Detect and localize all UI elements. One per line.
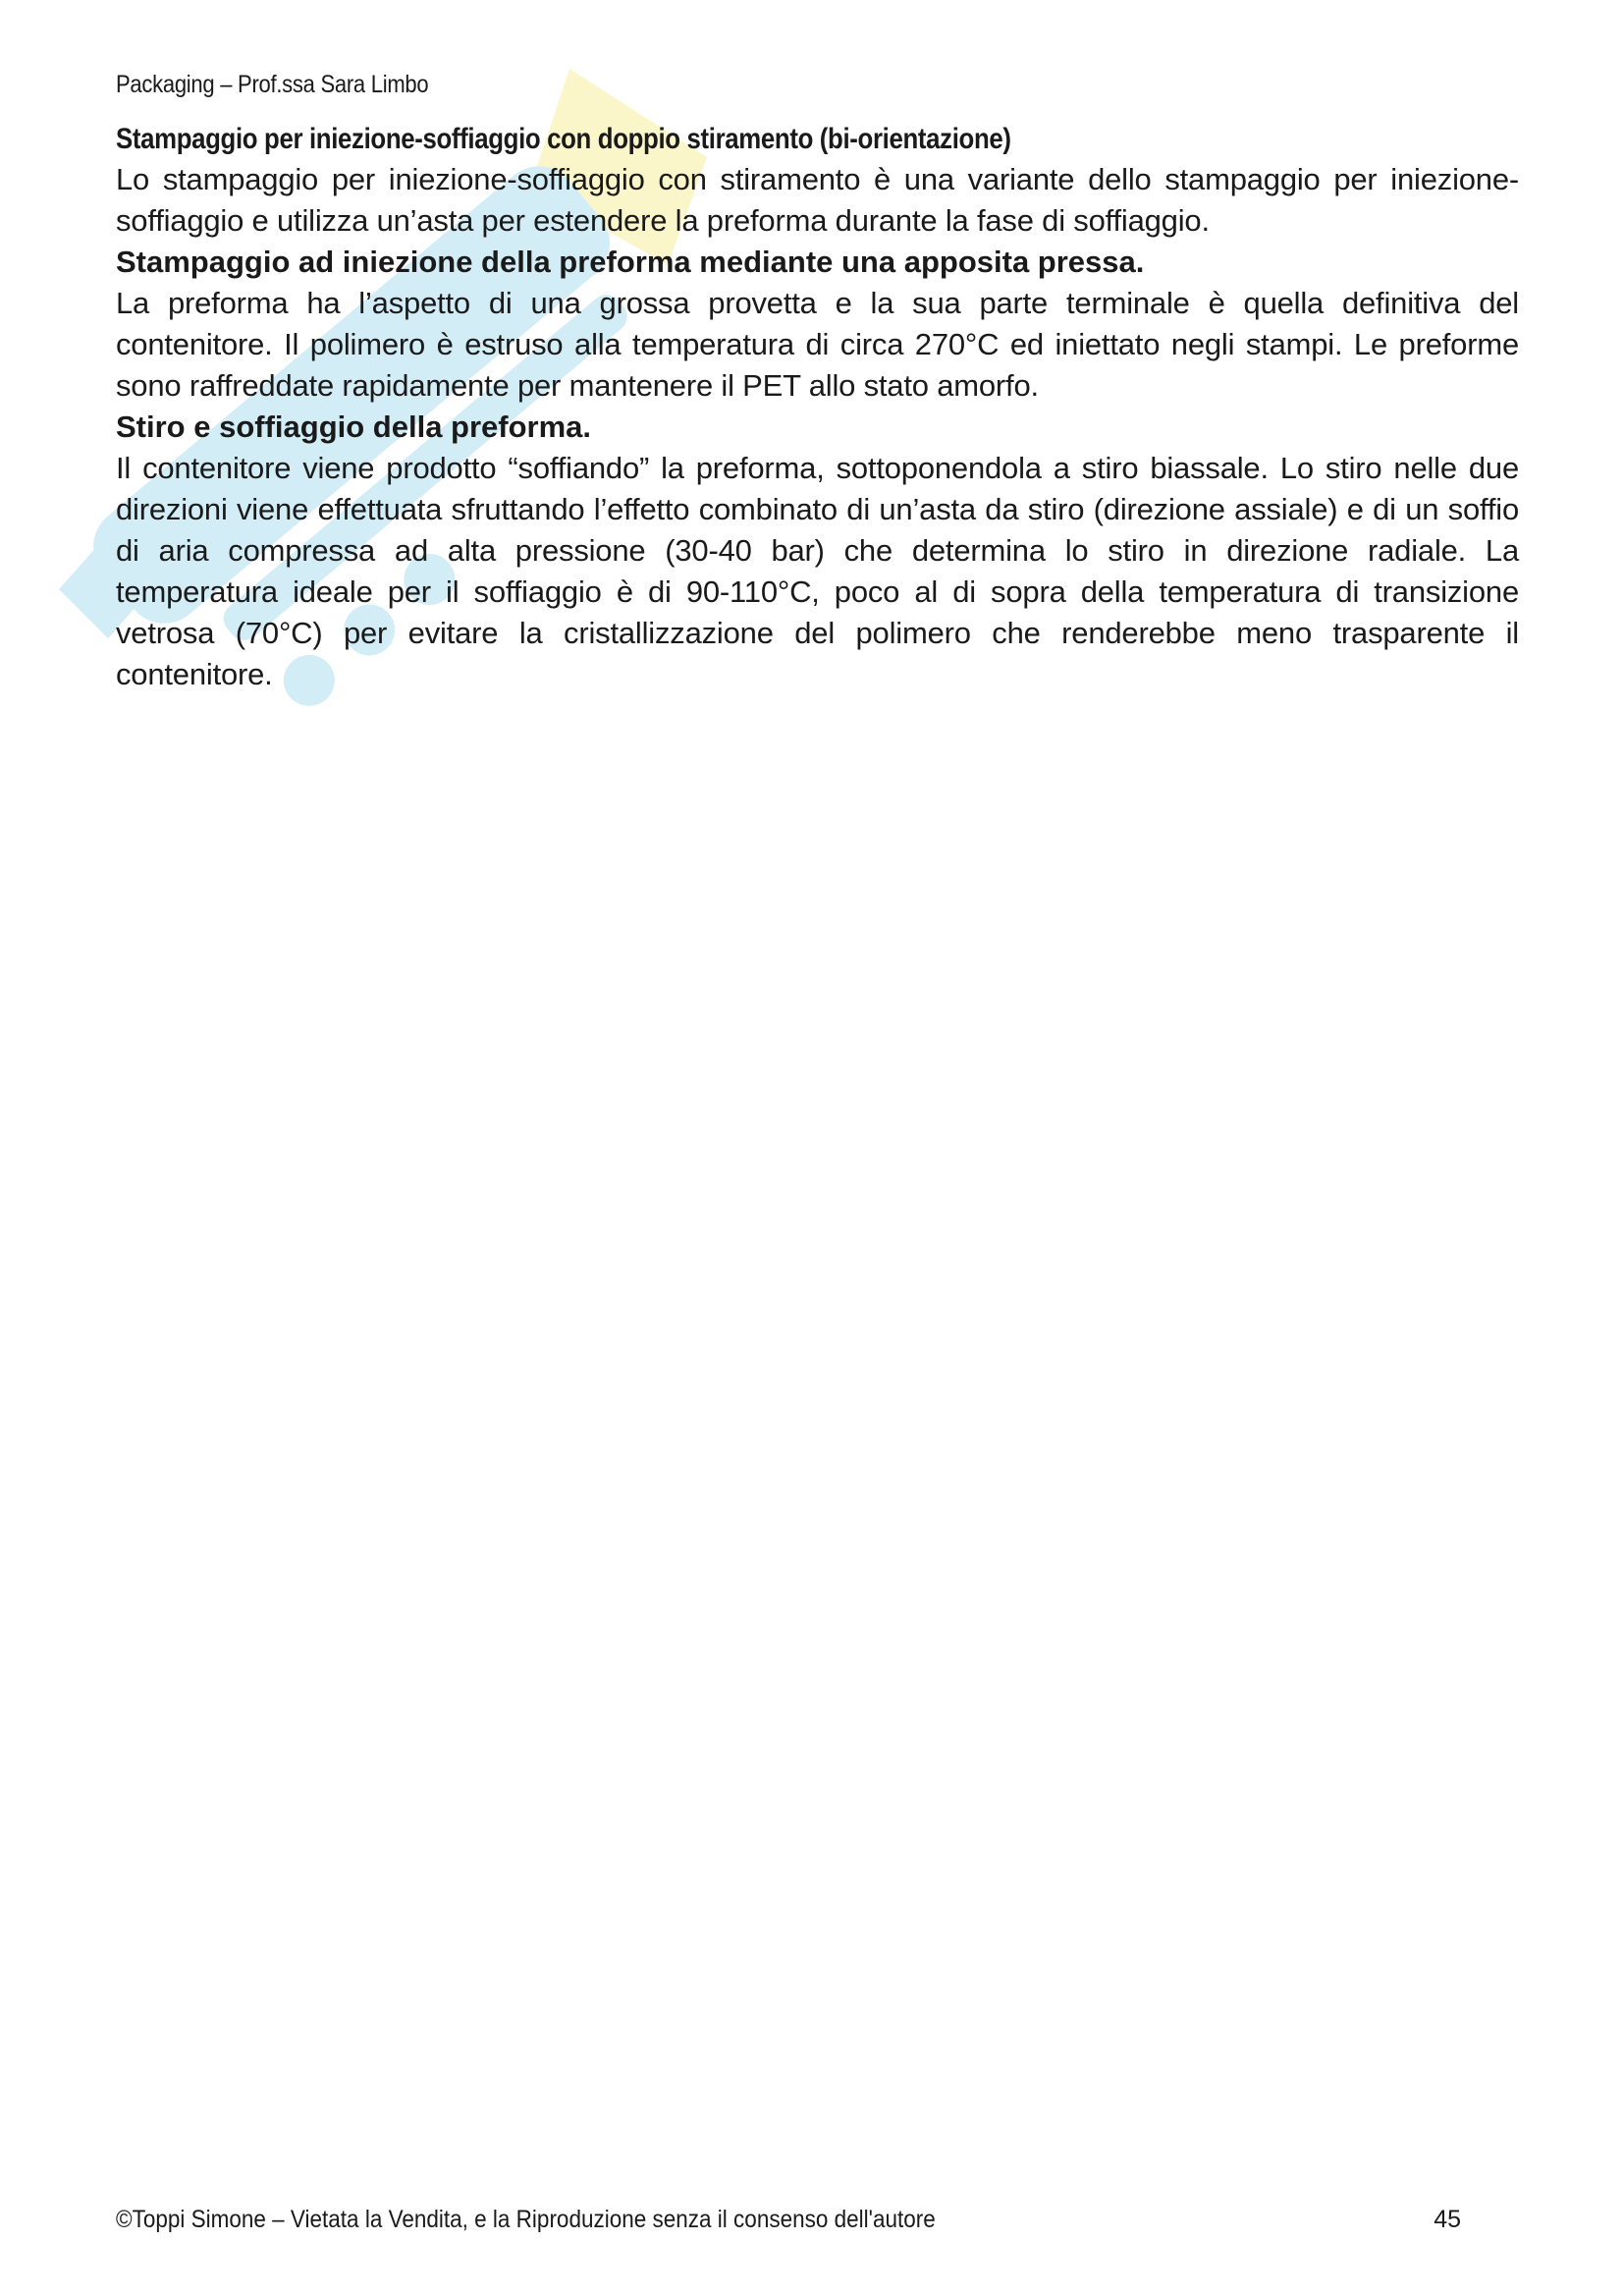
step-text-blowing: Il contenitore viene prodotto “soffiando” la preforma, sottoponendola a stiro biassale. Lo stiro nelle due direzioni viene effettuata sfruttando l’effetto combinato di un’asta da stiro (direzione assiale) e di un soffio di aria compressa ad alta pressione (30-40 bar) che determina lo stiro in direzione radiale. La temperatura ideale per il soffiaggio è di 90-110°C, poco al di sopra della temperatura di transizione vetrosa (70°C) per evitare la cristallizzazione del polimero che renderebbe meno trasparente il contenitore. xyxy=(116,451,1519,691)
page-number: 45 xyxy=(1434,2206,1461,2233)
step-heading-blowing: Stiro e soffiaggio della preforma. xyxy=(116,410,592,444)
section-title: Stampaggio per iniezione-soffiaggio con doppio stiramento (bi-orientazione) xyxy=(116,123,1011,155)
step-heading-injection: Stampaggio ad iniezione della preforma mediante una apposita pressa. xyxy=(116,245,1145,279)
intro-paragraph: Lo stampaggio per iniezione-soffiaggio con stiramento è una variante dello stampaggio per iniezione-soffiaggio e utilizza un’asta per estendere la preforma durante la fase di soffiaggio. xyxy=(116,162,1519,238)
document-body xyxy=(116,120,1519,695)
copyright-notice: ©Toppi Simone – Vietata la Vendita, e la Riproduzione senza il consenso dell'autore xyxy=(116,2206,936,2233)
page-footer xyxy=(116,2206,1461,2234)
step-text-injection: La preforma ha l’aspetto di una grossa provetta e la sua parte terminale è quella definitiva del contenitore. Il polimero è estruso alla temperatura di circa 270°C ed iniettato negli stampi. Le preforme sono raffreddate rapidamente per mantenere il PET allo stato amorfo. xyxy=(116,286,1519,403)
running-header: Packaging – Prof.ssa Sara Limbo xyxy=(116,71,429,98)
